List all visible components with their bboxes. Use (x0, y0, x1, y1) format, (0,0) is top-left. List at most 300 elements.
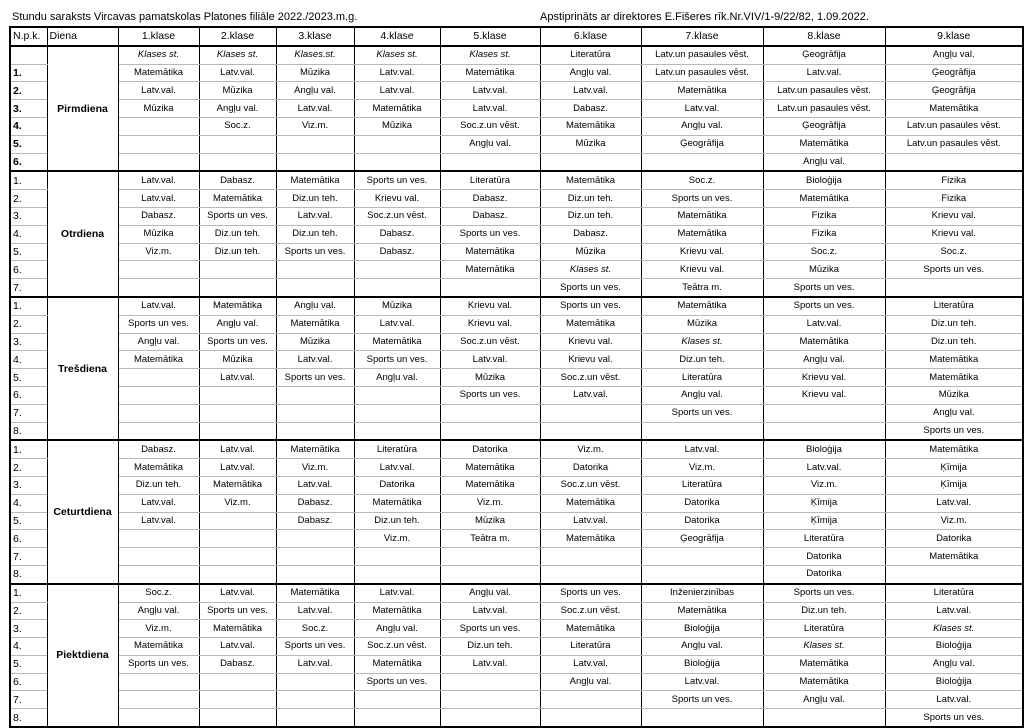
lesson-number: 3. (10, 476, 47, 494)
lesson-cell-class-6: Sports un ves. (540, 279, 641, 297)
lesson-cell-class-1 (118, 422, 199, 440)
lesson-cell-class-1: Mūzika (118, 100, 199, 118)
lesson-cell-class-3 (276, 279, 354, 297)
lesson-cell-class-5: Matemātika (440, 476, 540, 494)
lesson-cell-class-8: Krievu val. (763, 369, 885, 387)
lesson-cell-class-2 (199, 673, 276, 691)
lesson-cell-class-4: Mūzika (354, 297, 440, 315)
lesson-number: 7. (10, 404, 47, 422)
lesson-cell-class-5: Mūzika (440, 512, 540, 530)
lesson-number: 1. (10, 440, 47, 458)
lesson-cell-class-4: Matemātika (354, 100, 440, 118)
lesson-cell-class-7: Viz.m. (641, 459, 763, 477)
lesson-cell-class-1: Matemātika (118, 64, 199, 82)
lesson-cell-class-1: Dabasz. (118, 440, 199, 458)
lesson-number: 1. (10, 297, 47, 315)
schedule-row (10, 351, 1023, 369)
lesson-cell-class-2: Diz.un teh. (199, 225, 276, 243)
lesson-number: 3. (10, 620, 47, 638)
lesson-cell-class-6: Mūzika (540, 243, 641, 261)
lesson-cell-class-1: Latv.val. (118, 494, 199, 512)
lesson-cell-class-7 (641, 709, 763, 727)
lesson-cell-class-1: Angļu val. (118, 333, 199, 351)
lesson-cell-class-1: Matemātika (118, 351, 199, 369)
lesson-cell-class-2: Sports un ves. (199, 333, 276, 351)
lesson-cell-class-1: Klases st. (118, 46, 199, 64)
lesson-cell-class-9: Angļu val. (885, 655, 1023, 673)
col-header-class-7: 7.klase (641, 27, 763, 46)
lesson-cell-class-9: Literatūra (885, 584, 1023, 602)
lesson-cell-class-6: Sports un ves. (540, 297, 641, 315)
lesson-cell-class-6: Viz.m. (540, 440, 641, 458)
lesson-cell-class-3: Latv.val. (276, 602, 354, 620)
lesson-cell-class-9: Ģeogrāfija (885, 82, 1023, 100)
schedule-row (10, 459, 1023, 477)
lesson-cell-class-5: Angļu val. (440, 584, 540, 602)
lesson-cell-class-3: Matemātika (276, 315, 354, 333)
lesson-cell-class-8: Soc.z. (763, 243, 885, 261)
lesson-cell-class-3: Latv.val. (276, 100, 354, 118)
lesson-cell-class-8: Matemātika (763, 135, 885, 153)
lesson-cell-class-1 (118, 386, 199, 404)
schedule-row (10, 709, 1023, 727)
lesson-cell-class-2: Latv.val. (199, 638, 276, 656)
lesson-cell-class-7: Mūzika (641, 315, 763, 333)
lesson-cell-class-4: Sports un ves. (354, 351, 440, 369)
lesson-cell-class-3: Latv.val. (276, 351, 354, 369)
col-header-diena: Diena (47, 27, 118, 46)
lesson-number: 2. (10, 602, 47, 620)
lesson-cell-class-4: Klases st. (354, 46, 440, 64)
lesson-cell-class-4: Matemātika (354, 602, 440, 620)
lesson-number: 8. (10, 709, 47, 727)
lesson-cell-class-1: Diz.un teh. (118, 476, 199, 494)
lesson-cell-class-3 (276, 153, 354, 171)
lesson-cell-class-5 (440, 279, 540, 297)
lesson-cell-class-7: Matemātika (641, 207, 763, 225)
lesson-number: 3. (10, 333, 47, 351)
lesson-cell-class-5: Matemātika (440, 261, 540, 279)
col-header-class-5: 5.klase (440, 27, 540, 46)
lesson-cell-class-7: Latv.val. (641, 440, 763, 458)
lesson-cell-class-9: Fizika (885, 190, 1023, 208)
lesson-cell-class-9: Viz.m. (885, 512, 1023, 530)
lesson-cell-class-4: Sports un ves. (354, 171, 440, 189)
lesson-cell-class-8: Angļu val. (763, 691, 885, 709)
lesson-number: 2. (10, 315, 47, 333)
lesson-cell-class-4: Dabasz. (354, 243, 440, 261)
schedule-row (10, 584, 1023, 602)
lesson-cell-class-2: Latv.val. (199, 584, 276, 602)
lesson-cell-class-5: Teātra m. (440, 530, 540, 548)
lesson-cell-class-4 (354, 565, 440, 583)
lesson-cell-class-4: Latv.val. (354, 315, 440, 333)
lesson-number: 6. (10, 153, 47, 171)
lesson-number: 8. (10, 565, 47, 583)
lesson-number: 5. (10, 512, 47, 530)
header-row (10, 27, 1023, 46)
day-name: Piektdiena (47, 584, 118, 727)
lesson-number: 1. (10, 584, 47, 602)
lesson-cell-class-1: Angļu val. (118, 602, 199, 620)
lesson-cell-class-6: Matemātika (540, 494, 641, 512)
lesson-cell-class-4: Soc.z.un vēst. (354, 638, 440, 656)
lesson-cell-class-3: Diz.un teh. (276, 225, 354, 243)
lesson-cell-class-5: Latv.val. (440, 351, 540, 369)
schedule-row (10, 46, 1023, 64)
lesson-cell-class-5 (440, 422, 540, 440)
lesson-cell-class-3: Sports un ves. (276, 638, 354, 656)
lesson-cell-class-4: Datorika (354, 476, 440, 494)
lesson-cell-class-1 (118, 279, 199, 297)
lesson-cell-class-6: Sports un ves. (540, 584, 641, 602)
lesson-cell-class-4: Latv.val. (354, 584, 440, 602)
lesson-cell-class-1: Latv.val. (118, 82, 199, 100)
lesson-cell-class-6: Literatūra (540, 46, 641, 64)
lesson-cell-class-3 (276, 691, 354, 709)
lesson-cell-class-8: Angļu val. (763, 351, 885, 369)
lesson-cell-class-7: Latv.un pasaules vēst. (641, 46, 763, 64)
lesson-cell-class-7: Inženierzinības (641, 584, 763, 602)
lesson-cell-class-4: Diz.un teh. (354, 512, 440, 530)
lesson-cell-class-6: Matemātika (540, 171, 641, 189)
lesson-cell-class-2: Viz.m. (199, 494, 276, 512)
lesson-cell-class-5: Dabasz. (440, 190, 540, 208)
lesson-cell-class-1 (118, 709, 199, 727)
lesson-cell-class-2 (199, 565, 276, 583)
lesson-cell-class-4: Matemātika (354, 494, 440, 512)
lesson-cell-class-6 (540, 404, 641, 422)
lesson-cell-class-4: Sports un ves. (354, 673, 440, 691)
lesson-cell-class-5: Matemātika (440, 243, 540, 261)
lesson-cell-class-8: Ģeogrāfija (763, 46, 885, 64)
lesson-cell-class-3: Angļu val. (276, 297, 354, 315)
lesson-cell-class-1 (118, 117, 199, 135)
day-name: Otrdiena (47, 171, 118, 297)
lesson-cell-class-9: Ķīmija (885, 459, 1023, 477)
lesson-cell-class-8: Sports un ves. (763, 584, 885, 602)
day-name: Ceturtdiena (47, 440, 118, 583)
lesson-cell-class-1 (118, 153, 199, 171)
lesson-cell-class-7: Sports un ves. (641, 691, 763, 709)
lesson-cell-class-9: Latv.val. (885, 494, 1023, 512)
lesson-cell-class-2: Latv.val. (199, 64, 276, 82)
lesson-cell-class-5: Soc.z.un vēst. (440, 333, 540, 351)
lesson-number: 8. (10, 422, 47, 440)
lesson-cell-class-9: Matemātika (885, 440, 1023, 458)
lesson-cell-class-9: Krievu val. (885, 225, 1023, 243)
lesson-cell-class-1 (118, 673, 199, 691)
lesson-cell-class-2: Matemātika (199, 190, 276, 208)
lesson-cell-class-9: Angļu val. (885, 46, 1023, 64)
lesson-cell-class-8: Mūzika (763, 261, 885, 279)
lesson-cell-class-4: Matemātika (354, 333, 440, 351)
schedule-row (10, 548, 1023, 566)
lesson-cell-class-9 (885, 153, 1023, 171)
schedule-row (10, 171, 1023, 189)
lesson-cell-class-4 (354, 386, 440, 404)
lesson-cell-class-6: Angļu val. (540, 64, 641, 82)
lesson-cell-class-6: Latv.val. (540, 512, 641, 530)
lesson-cell-class-5: Latv.val. (440, 82, 540, 100)
lesson-cell-class-4: Literatūra (354, 440, 440, 458)
lesson-cell-class-5: Soc.z.un vēst. (440, 117, 540, 135)
lesson-cell-class-1: Matemātika (118, 459, 199, 477)
lesson-cell-class-8: Klases st. (763, 638, 885, 656)
lesson-cell-class-1: Latv.val. (118, 297, 199, 315)
lesson-cell-class-2 (199, 135, 276, 153)
lesson-cell-class-3: Mūzika (276, 64, 354, 82)
schedule-row (10, 422, 1023, 440)
lesson-cell-class-3: Viz.m. (276, 459, 354, 477)
lesson-cell-class-7: Sports un ves. (641, 404, 763, 422)
lesson-cell-class-6: Dabasz. (540, 225, 641, 243)
lesson-cell-class-8 (763, 404, 885, 422)
lesson-cell-class-6: Soc.z.un vēst. (540, 369, 641, 387)
lesson-cell-class-3 (276, 530, 354, 548)
lesson-number: 4. (10, 117, 47, 135)
lesson-cell-class-2 (199, 512, 276, 530)
schedule-body (10, 46, 1023, 727)
lesson-cell-class-6 (540, 153, 641, 171)
lesson-cell-class-4: Latv.val. (354, 459, 440, 477)
schedule-row (10, 261, 1023, 279)
lesson-cell-class-7: Ģeogrāfija (641, 135, 763, 153)
lesson-cell-class-7: Krievu val. (641, 243, 763, 261)
schedule-row (10, 135, 1023, 153)
lesson-cell-class-7: Angļu val. (641, 386, 763, 404)
lesson-cell-class-7: Sports un ves. (641, 190, 763, 208)
lesson-cell-class-2 (199, 279, 276, 297)
lesson-cell-class-3 (276, 548, 354, 566)
lesson-cell-class-1: Sports un ves. (118, 315, 199, 333)
lesson-cell-class-2: Latv.val. (199, 369, 276, 387)
schedule-row (10, 153, 1023, 171)
lesson-cell-class-5 (440, 691, 540, 709)
lesson-cell-class-4 (354, 548, 440, 566)
lesson-cell-class-8: Literatūra (763, 530, 885, 548)
lesson-cell-class-6 (540, 565, 641, 583)
lesson-cell-class-4: Viz.m. (354, 530, 440, 548)
lesson-cell-class-1: Latv.val. (118, 190, 199, 208)
lesson-cell-class-1 (118, 548, 199, 566)
schedule-row (10, 602, 1023, 620)
lesson-cell-class-5: Literatūra (440, 171, 540, 189)
lesson-cell-class-9: Angļu val. (885, 404, 1023, 422)
lesson-cell-class-3: Matemātika (276, 171, 354, 189)
lesson-cell-class-9: Matemātika (885, 100, 1023, 118)
schedule-row (10, 673, 1023, 691)
lesson-cell-class-4 (354, 279, 440, 297)
lesson-number: 4. (10, 638, 47, 656)
lesson-cell-class-5: Krievu val. (440, 315, 540, 333)
lesson-cell-class-8: Latv.val. (763, 459, 885, 477)
lesson-cell-class-5 (440, 673, 540, 691)
lesson-cell-class-8: Ķīmija (763, 512, 885, 530)
lesson-cell-class-3: Diz.un teh. (276, 190, 354, 208)
lesson-cell-class-6: Diz.un teh. (540, 190, 641, 208)
lesson-cell-class-8: Bioloģija (763, 440, 885, 458)
lesson-cell-class-2: Klases st. (199, 46, 276, 64)
lesson-cell-class-2: Mūzika (199, 82, 276, 100)
col-header-class-1: 1.klase (118, 27, 199, 46)
lesson-cell-class-3: Matemātika (276, 440, 354, 458)
lesson-cell-class-9: Klases st. (885, 620, 1023, 638)
lesson-cell-class-2: Matemātika (199, 476, 276, 494)
lesson-cell-class-5: Sports un ves. (440, 620, 540, 638)
lesson-cell-class-4: Soc.z.un vēst. (354, 207, 440, 225)
schedule-row (10, 82, 1023, 100)
lesson-cell-class-8: Matemātika (763, 673, 885, 691)
lesson-cell-class-3: Klases.st. (276, 46, 354, 64)
lesson-cell-class-5: Datorika (440, 440, 540, 458)
lesson-cell-class-1: Sports un ves. (118, 655, 199, 673)
lesson-cell-class-9: Sports un ves. (885, 709, 1023, 727)
lesson-cell-class-4: Angļu val. (354, 620, 440, 638)
lesson-cell-class-8: Fizika (763, 207, 885, 225)
lesson-number: 4. (10, 351, 47, 369)
lesson-cell-class-3 (276, 135, 354, 153)
lesson-cell-class-9: Latv.un pasaules vēst. (885, 135, 1023, 153)
lesson-cell-class-4: Dabasz. (354, 225, 440, 243)
lesson-cell-class-8: Matemātika (763, 333, 885, 351)
lesson-cell-class-9: Soc.z. (885, 243, 1023, 261)
lesson-cell-class-2 (199, 548, 276, 566)
lesson-cell-class-1: Mūzika (118, 225, 199, 243)
lesson-cell-class-4 (354, 153, 440, 171)
lesson-cell-class-6: Soc.z.un vēst. (540, 476, 641, 494)
lesson-number: 3. (10, 207, 47, 225)
lesson-number: 1. (10, 64, 47, 82)
lesson-cell-class-3 (276, 673, 354, 691)
lesson-cell-class-9: Sports un ves. (885, 422, 1023, 440)
lesson-cell-class-8: Matemātika (763, 190, 885, 208)
lesson-cell-class-8: Literatūra (763, 620, 885, 638)
lesson-cell-class-1 (118, 404, 199, 422)
lesson-number: 7. (10, 548, 47, 566)
lesson-cell-class-8 (763, 422, 885, 440)
lesson-cell-class-8: Latv.val. (763, 64, 885, 82)
lesson-cell-class-8: Latv.un pasaules vēst. (763, 100, 885, 118)
schedule-row (10, 655, 1023, 673)
lesson-cell-class-5 (440, 404, 540, 422)
lesson-cell-class-3 (276, 404, 354, 422)
lesson-cell-class-6: Krievu val. (540, 333, 641, 351)
lesson-cell-class-9 (885, 279, 1023, 297)
lesson-cell-class-8: Sports un ves. (763, 297, 885, 315)
col-header-class-3: 3.klase (276, 27, 354, 46)
lesson-cell-class-5: Viz.m. (440, 494, 540, 512)
schedule-row (10, 64, 1023, 82)
schedule-row (10, 565, 1023, 583)
lesson-cell-class-1 (118, 261, 199, 279)
lesson-cell-class-2: Latv.val. (199, 440, 276, 458)
lesson-cell-class-4: Latv.val. (354, 82, 440, 100)
lesson-cell-class-3 (276, 261, 354, 279)
lesson-cell-class-2 (199, 709, 276, 727)
lesson-cell-class-4: Krievu val. (354, 190, 440, 208)
lesson-cell-class-6: Soc.z.un vēst. (540, 602, 641, 620)
lesson-cell-class-6: Literatūra (540, 638, 641, 656)
day-name: Trešdiena (47, 297, 118, 440)
lesson-cell-class-7: Bioloģija (641, 655, 763, 673)
lesson-cell-class-8: Latv.val. (763, 315, 885, 333)
schedule-row (10, 530, 1023, 548)
lesson-cell-class-9: Krievu val. (885, 207, 1023, 225)
lesson-cell-class-2: Angļu val. (199, 100, 276, 118)
lesson-cell-class-8: Datorika (763, 548, 885, 566)
schedule-row (10, 638, 1023, 656)
lesson-cell-class-7: Soc.z. (641, 171, 763, 189)
lesson-number: 5. (10, 135, 47, 153)
lesson-cell-class-5: Matemātika (440, 459, 540, 477)
lesson-cell-class-7: Latv.un pasaules vēst. (641, 64, 763, 82)
lesson-cell-class-5: Latv.val. (440, 655, 540, 673)
lesson-cell-class-9: Diz.un teh. (885, 315, 1023, 333)
lesson-cell-class-4 (354, 709, 440, 727)
schedule-title: Stundu saraksts Vircavas pamatskolas Platones filiāle 2022./2023.m.g. (12, 11, 358, 23)
lesson-cell-class-3: Sports un ves. (276, 369, 354, 387)
lesson-cell-class-5 (440, 153, 540, 171)
lesson-cell-class-8: Ģeogrāfija (763, 117, 885, 135)
schedule-row (10, 369, 1023, 387)
lesson-cell-class-8: Fizika (763, 225, 885, 243)
lesson-cell-class-7 (641, 548, 763, 566)
lesson-cell-class-1: Latv.val. (118, 512, 199, 530)
lesson-number: 7. (10, 279, 47, 297)
lesson-cell-class-8: Angļu val. (763, 153, 885, 171)
col-header-class-6: 6.klase (540, 27, 641, 46)
lesson-cell-class-8: Datorika (763, 565, 885, 583)
lesson-cell-class-7: Angļu val. (641, 117, 763, 135)
lesson-cell-class-4: Angļu val. (354, 369, 440, 387)
schedule-row (10, 386, 1023, 404)
lesson-cell-class-6: Matemātika (540, 620, 641, 638)
schedule-row (10, 117, 1023, 135)
lesson-number: 5. (10, 655, 47, 673)
lesson-cell-class-3: Angļu val. (276, 82, 354, 100)
lesson-cell-class-3: Matemātika (276, 584, 354, 602)
lesson-cell-class-7 (641, 422, 763, 440)
lesson-cell-class-9: Datorika (885, 530, 1023, 548)
lesson-cell-class-5: Angļu val. (440, 135, 540, 153)
schedule-row (10, 512, 1023, 530)
lesson-cell-class-5: Klases st. (440, 46, 540, 64)
lesson-cell-class-3 (276, 386, 354, 404)
lesson-cell-class-9: Sports un ves. (885, 261, 1023, 279)
lesson-cell-class-9: Latv.val. (885, 691, 1023, 709)
lesson-cell-class-7: Latv.val. (641, 673, 763, 691)
schedule-row (10, 691, 1023, 709)
lesson-cell-class-7: Matemātika (641, 297, 763, 315)
lesson-cell-class-6: Latv.val. (540, 655, 641, 673)
lesson-cell-class-6: Latv.val. (540, 386, 641, 404)
lesson-cell-class-7: Datorika (641, 494, 763, 512)
lesson-cell-class-8: Diz.un teh. (763, 602, 885, 620)
lesson-number: 2. (10, 82, 47, 100)
lesson-cell-class-1: Viz.m. (118, 620, 199, 638)
schedule-row (10, 494, 1023, 512)
lesson-cell-class-9: Literatūra (885, 297, 1023, 315)
lesson-cell-class-5: Mūzika (440, 369, 540, 387)
lesson-cell-class-5: Sports un ves. (440, 225, 540, 243)
lesson-cell-class-8: Krievu val. (763, 386, 885, 404)
lesson-cell-class-6: Krievu val. (540, 351, 641, 369)
lesson-number: 6. (10, 530, 47, 548)
lesson-cell-class-3: Latv.val. (276, 476, 354, 494)
lesson-cell-class-4 (354, 135, 440, 153)
lesson-cell-class-4 (354, 422, 440, 440)
